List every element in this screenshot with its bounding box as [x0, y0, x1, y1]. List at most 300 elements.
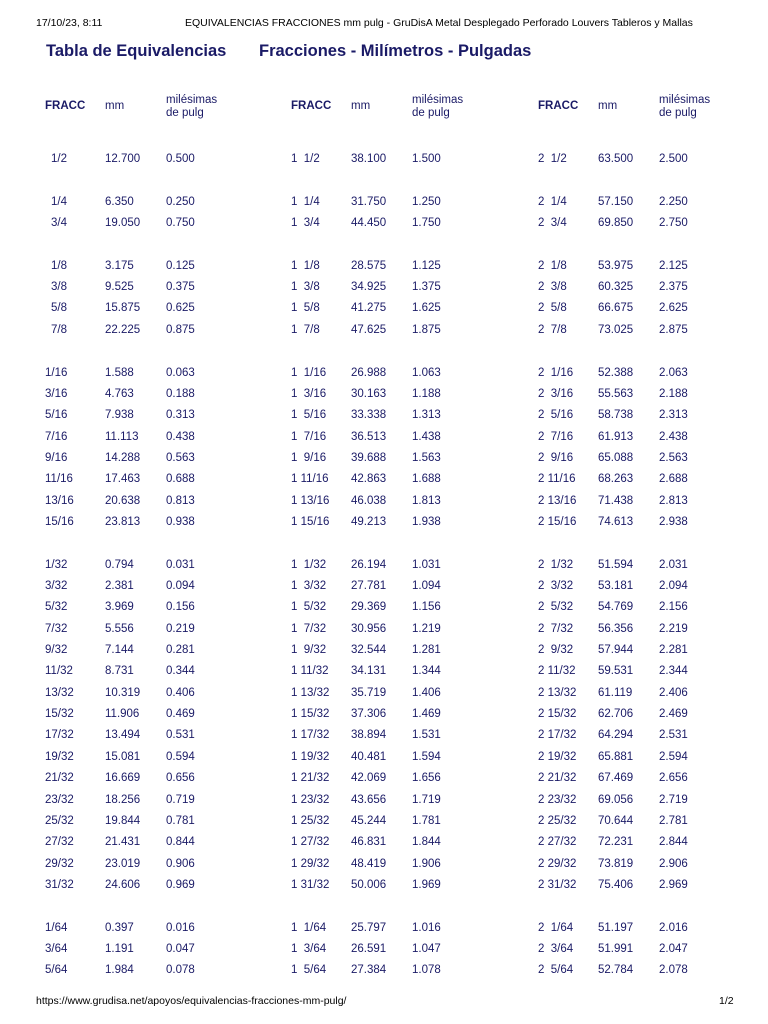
table-cell-mm: 33.338	[351, 409, 387, 422]
print-date: 17/10/23, 8:11	[36, 17, 103, 29]
table-cell-mils: 0.719	[166, 793, 195, 806]
table-cell-mm: 5.556	[105, 622, 134, 635]
table-cell-fracc: 1 1/2	[291, 153, 320, 165]
table-cell-mm: 34.925	[351, 281, 387, 294]
table-cell-fracc: 27/32	[45, 836, 74, 849]
table-cell-mils: 0.063	[166, 366, 195, 379]
table-cell-mm: 47.625	[351, 323, 387, 336]
table-cell-fracc: 2 5/64	[538, 964, 574, 977]
table-cell-mils: 1.406	[412, 686, 441, 699]
table-cell-mm: 28.575	[351, 259, 387, 272]
table-cell-mm: 53.975	[598, 259, 634, 272]
table-cell-mils: 0.969	[166, 878, 195, 891]
table-cell-fracc: 1 3/32	[291, 580, 327, 592]
table-cell-fracc: 2 9/16	[538, 451, 574, 464]
header-milesimas-line2: de pulg	[659, 107, 697, 119]
table-cell-mm: 13.494	[105, 729, 141, 742]
table-cell-mils: 1.156	[412, 601, 441, 614]
table-cell-fracc: 2 3/4	[538, 217, 567, 230]
table-cell-mils: 1.594	[412, 750, 441, 763]
table-cell-mils: 2.531	[659, 729, 688, 742]
table-cell-fracc: 1 7/16	[291, 430, 327, 443]
table-cell-mm: 0.397	[105, 921, 134, 934]
table-cell-fracc: 1/64	[45, 921, 68, 934]
table-cell-fracc: 2 1/8	[538, 259, 567, 272]
table-cell-fracc: 2 5/16	[538, 409, 574, 422]
table-cell-fracc: 2 11/32	[538, 665, 576, 678]
table-cell-fracc: 1 9/16	[291, 451, 327, 464]
table-cell-mm: 19.844	[105, 814, 141, 827]
table-cell-mm: 45.244	[351, 814, 387, 827]
table-cell-mils: 1.438	[412, 430, 441, 443]
table-cell-fracc: 1 27/32	[291, 836, 330, 849]
table-cell-mm: 64.294	[598, 729, 634, 742]
table-cell-mils: 0.750	[166, 217, 195, 230]
table-cell-fracc: 1 21/32	[291, 772, 330, 785]
table-cell-mm: 18.256	[105, 793, 141, 806]
table-cell-mm: 19.050	[105, 217, 141, 230]
header-mm-two: mm	[598, 100, 618, 112]
table-cell-fracc: 2 13/16	[538, 494, 577, 507]
table-cell-fracc: 25/32	[45, 814, 74, 827]
table-cell-fracc: 2 1/2	[538, 153, 567, 165]
table-cell-fracc: 15/16	[45, 515, 74, 528]
table-cell-fracc: 1 31/32	[291, 878, 330, 891]
table-cell-mm: 12.700	[105, 153, 141, 165]
table-cell-mils: 0.156	[166, 601, 195, 614]
table-cell-mm: 68.263	[598, 473, 634, 486]
table-cell-fracc: 1 29/32	[291, 857, 330, 870]
table-cell-fracc: 13/32	[45, 686, 74, 699]
table-cell-fracc: 2 7/32	[538, 622, 574, 635]
table-cell-fracc: 2 1/16	[538, 366, 574, 379]
header-milesimas-line1: milésimas	[659, 94, 711, 106]
table-cell-mm: 1.984	[105, 964, 134, 977]
table-cell-mils: 0.688	[166, 473, 195, 486]
table-cell-mils: 0.906	[166, 857, 195, 870]
table-cell-mils: 0.250	[166, 195, 195, 208]
table-cell-mils: 2.281	[659, 644, 688, 657]
table-cell-fracc: 17/32	[45, 729, 74, 742]
header-milesimas-two	[659, 94, 710, 120]
table-cell-mm: 34.131	[351, 665, 387, 678]
table-cell-fracc: 1 1/4	[291, 195, 320, 208]
table-cell-mils: 0.656	[166, 772, 195, 785]
document-subtitle: Fracciones - Milímetros - Pulgadas	[259, 42, 532, 60]
table-cell-mm: 4.763	[105, 387, 134, 400]
table-cell-fracc: 2 27/32	[538, 836, 577, 849]
table-cell-mils: 0.094	[166, 580, 195, 592]
table-cell-fracc: 3/16	[45, 387, 68, 400]
table-cell-mils: 1.875	[412, 323, 441, 336]
table-cell-mm: 25.797	[351, 921, 387, 934]
table-cell-mm: 27.384	[351, 964, 387, 977]
table-cell-mils: 2.125	[659, 259, 688, 272]
table-cell-mm: 73.819	[598, 857, 634, 870]
table-cell-fracc: 2 5/8	[538, 302, 567, 315]
table-cell-fracc: 23/32	[45, 793, 74, 806]
table-cell-mm: 46.038	[351, 494, 387, 507]
table-cell-fracc: 7/16	[45, 430, 68, 443]
table-cell-mils: 1.078	[412, 964, 441, 977]
table-cell-mils: 1.219	[412, 622, 441, 635]
table-cell-mils: 2.594	[659, 750, 688, 763]
table-cell-mils: 0.500	[166, 153, 195, 165]
table-cell-mm: 50.006	[351, 878, 387, 891]
table-cell-fracc: 1 11/32	[291, 665, 329, 678]
header-milesimas-line2: de pulg	[412, 107, 450, 119]
document-title: Tabla de Equivalencias	[46, 42, 227, 60]
table-cell-mm: 3.175	[105, 259, 134, 272]
table-cell-mm: 57.944	[598, 644, 634, 657]
header-mm-units: mm	[105, 100, 125, 112]
table-cell-mils: 2.078	[659, 964, 688, 977]
table-cell-mm: 23.813	[105, 515, 141, 528]
table-cell-fracc: 2 31/32	[538, 878, 577, 891]
table-cell-fracc: 2 15/32	[538, 708, 577, 721]
table-cell-fracc: 1 17/32	[291, 729, 330, 742]
table-cell-mm: 69.850	[598, 217, 634, 230]
table-cell-mils: 2.750	[659, 217, 688, 230]
table-cell-fracc: 1/16	[45, 366, 68, 379]
table-cell-mils: 2.406	[659, 686, 688, 699]
table-cell-fracc: 2 3/8	[538, 281, 567, 294]
table-cell-fracc: 1/2	[51, 153, 67, 165]
table-cell-mils: 0.531	[166, 729, 195, 742]
table-cell-mm: 0.794	[105, 558, 134, 571]
table-cell-fracc: 1 1/16	[291, 366, 327, 379]
table-cell-fracc: 2 11/16	[538, 473, 576, 486]
table-cell-mm: 26.591	[351, 942, 387, 955]
table-cell-mm: 59.531	[598, 665, 634, 678]
table-cell-mils: 1.531	[412, 729, 441, 742]
table-cell-mils: 0.844	[166, 836, 195, 849]
table-cell-fracc: 1 15/32	[291, 708, 330, 721]
table-cell-mils: 0.313	[166, 409, 195, 422]
table-cell-mm: 61.119	[598, 686, 633, 699]
table-cell-fracc: 31/32	[45, 878, 74, 891]
table-cell-mm: 23.019	[105, 857, 141, 870]
table-cell-mm: 65.088	[598, 451, 634, 464]
table-cell-fracc: 1 5/8	[291, 302, 320, 315]
print-url[interactable]: https://www.grudisa.net/apoyos/equivalencias-fracciones-mm-pulg/	[36, 995, 347, 1007]
table-cell-fracc: 9/16	[45, 451, 68, 464]
table-cell-mm: 49.213	[351, 515, 387, 528]
table-cell-mils: 1.016	[412, 921, 441, 934]
table-cell-mm: 58.738	[598, 409, 634, 422]
table-cell-mm: 63.500	[598, 153, 634, 165]
table-cell-mils: 1.813	[412, 494, 441, 507]
table-cell-mils: 1.938	[412, 515, 441, 528]
table-cell-fracc: 1/32	[45, 558, 68, 571]
table-cell-fracc: 1/4	[51, 195, 67, 208]
table-cell-mm: 54.769	[598, 601, 634, 614]
table-cell-mm: 11.113	[105, 430, 139, 443]
table-cell-mm: 7.938	[105, 409, 134, 422]
header-mm-one: mm	[351, 100, 371, 112]
table-cell-mm: 42.863	[351, 473, 387, 486]
table-cell-mils: 1.563	[412, 451, 441, 464]
table-cell-mils: 0.813	[166, 494, 195, 507]
table-cell-mm: 15.875	[105, 302, 141, 315]
table-cell-mm: 2.381	[105, 580, 134, 592]
table-cell-fracc: 2 1/4	[538, 195, 567, 208]
table-cell-mm: 24.606	[105, 878, 141, 891]
table-cell-mm: 51.197	[598, 921, 634, 934]
table-cell-mils: 2.344	[659, 665, 688, 678]
table-cell-mm: 42.069	[351, 772, 387, 785]
table-cell-mils: 0.031	[166, 558, 195, 571]
table-cell-mils: 0.875	[166, 323, 195, 336]
table-cell-mm: 39.688	[351, 451, 387, 464]
table-cell-fracc: 1 5/32	[291, 601, 327, 614]
table-cell-fracc: 9/32	[45, 644, 68, 657]
table-cell-mm: 60.325	[598, 281, 634, 294]
table-cell-mm: 46.831	[351, 836, 387, 849]
table-cell-mm: 48.419	[351, 857, 387, 870]
table-cell-fracc: 15/32	[45, 708, 74, 721]
table-cell-mils: 2.219	[659, 622, 688, 635]
table-cell-fracc: 1 25/32	[291, 814, 330, 827]
table-cell-mils: 2.500	[659, 153, 688, 165]
table-cell-fracc: 1 3/8	[291, 281, 320, 294]
table-cell-fracc: 1 3/16	[291, 387, 327, 400]
table-cell-mm: 9.525	[105, 281, 134, 294]
print-page-number: 1/2	[719, 995, 734, 1007]
table-cell-fracc: 2 3/32	[538, 580, 574, 592]
table-cell-fracc: 1 7/8	[291, 323, 320, 336]
table-cell-mils: 0.344	[166, 665, 195, 678]
table-cell-mils: 0.594	[166, 750, 195, 763]
table-cell-mm: 67.469	[598, 772, 634, 785]
table-cell-fracc: 2 21/32	[538, 772, 577, 785]
table-cell-mm: 74.613	[598, 515, 634, 528]
table-cell-mm: 37.306	[351, 708, 387, 721]
table-cell-fracc: 1 3/4	[291, 217, 320, 230]
table-cell-fracc: 2 17/32	[538, 729, 577, 742]
table-cell-mm: 65.881	[598, 750, 634, 763]
header-fracc-two: FRACC	[538, 100, 579, 112]
table-cell-mils: 0.563	[166, 451, 195, 464]
table-cell-mils: 2.250	[659, 195, 688, 208]
table-cell-mils: 1.625	[412, 302, 441, 315]
table-cell-mm: 44.450	[351, 217, 387, 230]
table-cell-mm: 20.638	[105, 494, 141, 507]
table-cell-mils: 1.063	[412, 366, 441, 379]
table-cell-fracc: 1 9/32	[291, 644, 327, 657]
table-cell-mm: 52.388	[598, 366, 634, 379]
table-cell-mm: 53.181	[598, 580, 634, 592]
table-cell-mm: 70.644	[598, 814, 634, 827]
table-cell-fracc: 5/32	[45, 601, 68, 614]
table-cell-mils: 2.156	[659, 601, 688, 614]
table-cell-mils: 2.781	[659, 814, 688, 827]
table-cell-mm: 26.988	[351, 366, 387, 379]
table-cell-fracc: 5/8	[51, 302, 67, 315]
table-cell-mils: 1.094	[412, 580, 441, 592]
table-cell-mils: 0.125	[166, 259, 195, 272]
table-cell-fracc: 1 23/32	[291, 793, 330, 806]
table-cell-mils: 1.969	[412, 878, 441, 891]
table-cell-mils: 1.469	[412, 708, 441, 721]
table-cell-fracc: 2 3/16	[538, 387, 574, 400]
table-cell-fracc: 2 7/16	[538, 430, 574, 443]
table-cell-fracc: 2 23/32	[538, 793, 577, 806]
table-cell-mm: 15.081	[105, 750, 141, 763]
table-cell-mils: 1.906	[412, 857, 441, 870]
table-cell-mm: 3.969	[105, 601, 134, 614]
table-cell-fracc: 1 13/32	[291, 686, 330, 699]
table-cell-mils: 2.906	[659, 857, 688, 870]
table-cell-mils: 1.688	[412, 473, 441, 486]
table-cell-fracc: 2 5/32	[538, 601, 574, 614]
table-cell-mm: 43.656	[351, 793, 387, 806]
table-cell-mils: 0.938	[166, 515, 195, 528]
table-cell-mm: 73.025	[598, 323, 634, 336]
table-cell-fracc: 19/32	[45, 750, 74, 763]
table-cell-mm: 31.750	[351, 195, 387, 208]
table-cell-mils: 2.688	[659, 473, 688, 486]
table-cell-mils: 2.313	[659, 409, 688, 422]
table-cell-mils: 2.625	[659, 302, 688, 315]
table-cell-mils: 1.719	[412, 793, 441, 806]
table-cell-fracc: 1 3/64	[291, 942, 327, 955]
table-cell-mm: 62.706	[598, 708, 634, 721]
table-cell-mils: 2.469	[659, 708, 688, 721]
header-milesimas-line2: de pulg	[166, 107, 204, 119]
table-cell-fracc: 2 1/32	[538, 558, 574, 571]
table-cell-fracc: 1/8	[51, 259, 67, 272]
table-cell-fracc: 5/16	[45, 409, 68, 422]
table-cell-mils: 0.219	[166, 622, 195, 635]
table-cell-mils: 2.016	[659, 921, 688, 934]
table-cell-fracc: 11/16	[45, 473, 73, 486]
table-cell-mils: 0.406	[166, 686, 195, 699]
table-cell-mm: 41.275	[351, 302, 387, 315]
table-cell-mm: 52.784	[598, 964, 634, 977]
table-cell-mils: 2.375	[659, 281, 688, 294]
table-cell-mils: 2.719	[659, 793, 688, 806]
table-cell-mils: 1.125	[412, 259, 441, 272]
table-cell-mils: 2.047	[659, 942, 688, 955]
table-cell-mils: 0.281	[166, 644, 195, 657]
table-cell-mils: 2.969	[659, 878, 688, 891]
table-cell-mm: 36.513	[351, 430, 387, 443]
table-cell-mm: 71.438	[598, 494, 634, 507]
table-cell-fracc: 1 13/16	[291, 494, 330, 507]
table-cell-mm: 30.956	[351, 622, 387, 635]
table-cell-fracc: 3/8	[51, 281, 67, 294]
table-cell-fracc: 1 5/64	[291, 964, 327, 977]
table-cell-mils: 1.281	[412, 644, 441, 657]
table-cell-mils: 0.781	[166, 814, 195, 827]
table-cell-mils: 1.750	[412, 217, 441, 230]
table-cell-mils: 0.375	[166, 281, 195, 294]
table-cell-mm: 27.781	[351, 580, 387, 592]
table-cell-fracc: 13/16	[45, 494, 74, 507]
table-cell-fracc: 3/64	[45, 942, 68, 955]
table-cell-mm: 69.056	[598, 793, 634, 806]
table-cell-mm: 51.991	[598, 942, 634, 955]
table-cell-mm: 11.906	[105, 708, 140, 721]
table-cell-mils: 0.188	[166, 387, 195, 400]
table-cell-mm: 21.431	[105, 836, 141, 849]
table-cell-mm: 17.463	[105, 473, 141, 486]
header-fracc-units: FRACC	[45, 100, 86, 112]
table-cell-mils: 1.188	[412, 387, 441, 400]
table-cell-mils: 0.047	[166, 942, 195, 955]
table-cell-fracc: 2 3/64	[538, 942, 574, 955]
table-cell-fracc: 1 1/64	[291, 921, 327, 934]
table-cell-fracc: 2 9/32	[538, 644, 574, 657]
table-cell-mils: 0.438	[166, 430, 195, 443]
table-cell-mils: 1.781	[412, 814, 441, 827]
table-cell-fracc: 1 11/16	[291, 473, 329, 486]
table-cell-fracc: 21/32	[45, 772, 74, 785]
table-cell-mm: 6.350	[105, 195, 134, 208]
table-cell-mils: 2.656	[659, 772, 688, 785]
table-cell-mils: 0.469	[166, 708, 195, 721]
table-cell-mils: 1.500	[412, 153, 441, 165]
header-milesimas-units	[166, 94, 217, 120]
table-cell-mm: 55.563	[598, 387, 634, 400]
table-cell-fracc: 3/32	[45, 580, 68, 592]
table-cell-mm: 10.319	[105, 686, 141, 699]
table-cell-mm: 51.594	[598, 558, 634, 571]
table-cell-mils: 2.844	[659, 836, 688, 849]
table-cell-fracc: 2 13/32	[538, 686, 577, 699]
table-cell-mils: 1.313	[412, 409, 441, 422]
table-cell-fracc: 2 19/32	[538, 750, 577, 763]
table-cell-mm: 8.731	[105, 665, 134, 678]
table-cell-mils: 0.016	[166, 921, 195, 934]
table-cell-mm: 26.194	[351, 558, 387, 571]
table-cell-mils: 2.875	[659, 323, 688, 336]
table-cell-mm: 61.913	[598, 430, 634, 443]
table-cell-fracc: 1 15/16	[291, 515, 330, 528]
table-cell-mm: 29.369	[351, 601, 387, 614]
table-cell-mm: 22.225	[105, 323, 141, 336]
table-cell-mils: 1.844	[412, 836, 441, 849]
table-cell-fracc: 7/8	[51, 323, 67, 336]
header-milesimas-one	[412, 94, 463, 120]
table-cell-fracc: 1 1/32	[291, 558, 327, 571]
table-cell-mils: 2.094	[659, 580, 688, 592]
table-cell-mm: 66.675	[598, 302, 634, 315]
table-cell-mils: 2.938	[659, 515, 688, 528]
table-cell-fracc: 1 7/32	[291, 622, 327, 635]
table-cell-mils: 1.047	[412, 942, 441, 955]
table-cell-mm: 1.588	[105, 366, 134, 379]
table-cell-fracc: 2 29/32	[538, 857, 577, 870]
table-cell-mm: 57.150	[598, 195, 634, 208]
table-cell-fracc: 29/32	[45, 857, 74, 870]
table-cell-mm: 14.288	[105, 451, 141, 464]
table-cell-mm: 7.144	[105, 644, 134, 657]
table-cell-fracc: 2 15/16	[538, 515, 577, 528]
table-cell-mils: 2.813	[659, 494, 688, 507]
table-cell-fracc: 2 1/64	[538, 921, 574, 934]
print-page-title: EQUIVALENCIAS FRACCIONES mm pulg - GruDisA Metal Desplegado Perforado Louvers Tableros y Mallas	[185, 17, 693, 29]
table-cell-mm: 30.163	[351, 387, 387, 400]
table-cell-mm: 75.406	[598, 878, 634, 891]
table-cell-mils: 1.656	[412, 772, 441, 785]
table-cell-mils: 0.078	[166, 964, 195, 977]
table-cell-fracc: 3/4	[51, 217, 67, 230]
table-cell-mm: 35.719	[351, 686, 387, 699]
table-cell-mils: 1.375	[412, 281, 441, 294]
table-cell-mils: 2.563	[659, 451, 688, 464]
